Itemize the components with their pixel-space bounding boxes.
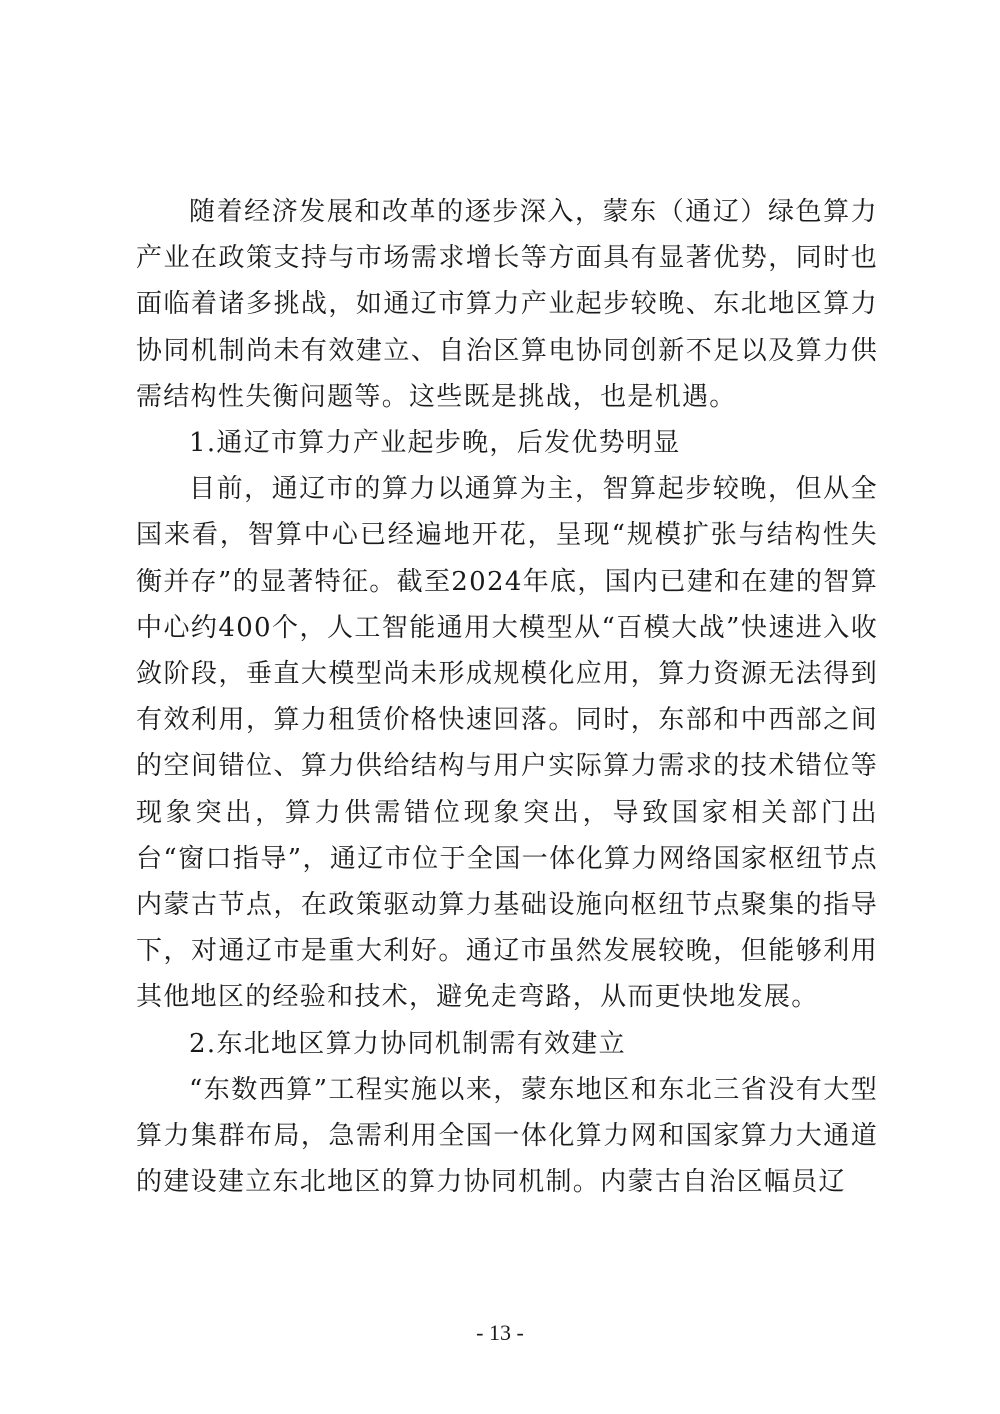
paragraph-section-2: “东数西算”工程实施以来，蒙东地区和东北三省没有大型算力集群布局，急需利用全国一体化算力网和国家算力大通道的建设建立东北地区的算力协同机制。内蒙古自治区幅员辽 (136, 1074, 878, 1198)
section-heading-1: 1.通辽市算力产业起步晚，后发优势明显 (189, 428, 681, 459)
section-heading-2: 2.东北地区算力协同机制需有效建立 (189, 1028, 626, 1059)
paragraph-section-1: 目前，通辽市的算力以通算为主，智算起步较晚，但从全国来看，智算中心已经遍地开花，呈现“规模扩张与结构性失衡并存”的显著特征。截至2024年底，国内已建和在建的智算中心约400个，人工智能通用大模型从“百模大战”快速进入收敛阶段，垂直大模型尚未形成规模化应用，算力资源无法得到有效利用，算力租赁价格快速回落。同时，东部和中西部之间的空间错位、算力供给结构与用户实际算力需求的技术错位等现象突出，算力供需错位现象突出，导致国家相关部门出台“窗口指导”，通辽市位于全国一体化算力网络国家枢纽节点内蒙古节点，在政策驱动算力基础设施向枢纽节点聚集的指导下，对通辽市是重大利好。通辽市虽然发展较晚，但能够利用其他地区的经验和技术，避免走弯路，从而更快地发展。 (136, 474, 878, 1013)
document-body (136, 189, 878, 1205)
paragraph-intro: 随着经济发展和改革的逐步深入，蒙东（通辽）绿色算力产业在政策支持与市场需求增长等方面具有显著优势，同时也面临着诸多挑战，如通辽市算力产业起步较晚、东北地区算力协同机制尚未有效建立、自治区算电协同创新不足以及算力供需结构性失衡问题等。这些既是挑战，也是机遇。 (136, 197, 878, 412)
page-number: - 13 - (476, 1320, 524, 1345)
